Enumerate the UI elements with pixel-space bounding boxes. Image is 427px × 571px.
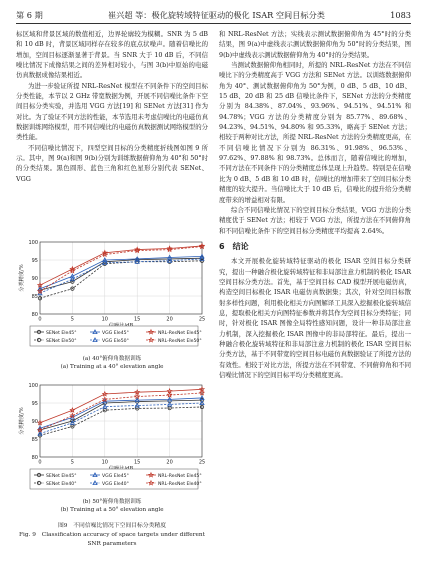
x-tick-label: 5 [70, 459, 74, 466]
series [38, 401, 204, 435]
paragraph: 标区域和背景区域的数值相近，边界轮廓较为模糊。SNR 为 5 dB 和 10 dB 时，背景区域同样存在较多的底点状噪声。随着信噪比的增加，空间目标逐渐显著于背景。当 SNR 大于 10 dB 后，不同信噪比情况下成像结果之间的差异相对较小，与图 3(b)中原始的电磁仿真数据成像结果相近。 [16, 30, 208, 80]
x-tick-label: 0 [38, 459, 42, 466]
series [38, 398, 203, 431]
subcaption-cn: (b) 50°俯仰角数据训练 [82, 499, 142, 505]
y-tick-label: 80 [31, 311, 38, 318]
x-tick-label: 5 [70, 316, 74, 323]
series [38, 257, 204, 295]
series-line [40, 403, 202, 434]
legend-label: VGG Ele50° [102, 338, 129, 344]
legend-label: SENet Ele50° [46, 338, 77, 344]
y-axis-label: 分类精度/% [19, 407, 25, 435]
chart-9b [16, 381, 208, 498]
y-tick-label: 85 [31, 293, 38, 300]
legend-label: NRL-ResNet Ele45° [158, 473, 202, 479]
paragraph: 综合不同信噪比情况下的空间目标分类结果，VGG 方法的分类精度优于 SENet 方法；相较于 VGG 方法，所提方法在不同俯仰角和不同信噪比条件下的空间目标分类精度平均提高 2.64%。 [219, 205, 411, 235]
y-tick-label: 90 [31, 418, 38, 425]
series-line [40, 259, 202, 293]
left-column [16, 29, 208, 184]
legend-label: VGG Ele45° [102, 473, 129, 479]
issue-label: 第 6 期 [16, 9, 43, 20]
x-tick-label: 25 [198, 459, 206, 466]
y-tick-label: 80 [31, 454, 38, 461]
figure-caption [16, 522, 208, 549]
figure-9a [16, 238, 208, 371]
paragraph: 不同信噪比情况下，四型空间目标的分类精度折线图如图 9 所示。其中，图 9(a)和图 9(b)分别为训练数据俯仰角为 40°和 50°时的分类结果。黑色圆形、蓝色三角和红色星形分别代表 SENet、VGG [16, 143, 208, 183]
running-title: 崔兴超 等：极化旋转域特征驱动的极化 ISAR 空间目标分类 [107, 9, 325, 20]
legend-label: SENet Ele45° [46, 330, 77, 336]
x-tick-label: 15 [134, 459, 141, 466]
figure-caption-cn: 图9 不同信噪比情况下空间目标分类精度 [57, 523, 167, 529]
section-heading: 6 结论 [219, 241, 249, 251]
x-tick-label: 20 [166, 316, 173, 323]
header-rule [16, 23, 411, 24]
x-tick-label: 20 [166, 459, 173, 466]
y-tick-label: 95 [31, 257, 38, 264]
y-tick-label: 100 [28, 382, 38, 389]
y-tick-label: 85 [31, 436, 38, 443]
figure-9b [16, 381, 208, 514]
series [38, 244, 204, 287]
series-line [40, 393, 202, 430]
subcaption-en: (b) Training at a 50° elevation angle [60, 507, 164, 513]
series [38, 391, 204, 432]
paragraph: 本文开展极化旋转域特征驱动的极化 ISAR 空间目标分类研究，提出一种融合极化旋转域特征和非局部注意力机制的极化 ISAR 空间目标分类方法。首先，基于空间目标 CAD 模型开展电磁仿真，构造空间目标极化 ISAR 电磁仿真数据集；其次，针对空间目标散射多样性问题，利用极化相关方向图解译工具深入挖掘极化旋转域信息，提取极化相关方向图特征参数并将其作为空间目标分类特征；同时，针对极化 ISAR 图像全局特性感知问题，设计一种非局部注意力机制，深入挖掘极化 ISAR 图像中的非局部特征。最后，提出一种融合极化旋转域特征和非局部注意力机制的极化 ISAR 空间目标分类方法，基于不同带宽的空间目标电磁仿真数据验证了所提方法的有效性。相较于对比方法，所提方法在不同带宽、不同俯仰角和不同信噪比情况下的空间目标平均分类精度更高。 [219, 257, 411, 379]
legend-label: VGG Ele40° [102, 481, 129, 487]
y-tick-label: 90 [31, 275, 38, 282]
legend-label: VGG Ele45° [102, 330, 129, 336]
figure-caption-en: Fig. 9 Classification accuracy of space targets under different SNR parameters [19, 532, 205, 547]
paragraph: 为进一步验证所提 NRL-ResNet 模型在不同条件下的空间目标分类性能，本节以 2 GHz 带宽数据为例，开展不同信噪比条件下空间目标分类实验，并选用 VGG 方法[19] 和 SENet 方法[31] 作为对比。为了验证不同方法的性能，本节选用未考虑信噪比的电磁仿真数据训练网络模型，用不同信噪比的电磁仿真数据测试网络模型的分类性能。 [16, 81, 208, 142]
right-column [219, 29, 411, 380]
legend-label: SENet Ele45° [46, 473, 77, 479]
legend-label: NRL-ResNet Ele40° [158, 481, 202, 487]
series [38, 244, 204, 293]
running-header [16, 8, 411, 22]
x-tick-label: 0 [38, 316, 42, 323]
x-tick-label: 10 [101, 316, 108, 323]
y-tick-label: 95 [31, 400, 38, 407]
page-number: 1083 [390, 10, 411, 20]
subcaption-en: (a) Training at a 40° elevation angle [60, 364, 164, 370]
y-axis-label: 分类精度/% [19, 264, 25, 292]
x-tick-label: 15 [134, 316, 141, 323]
series-line [40, 247, 202, 292]
y-tick-label: 100 [28, 239, 38, 246]
legend-label: NRL-ResNet Ele45° [158, 330, 202, 336]
series [38, 396, 204, 430]
x-tick-label: 25 [198, 316, 206, 323]
chart-9a [16, 238, 208, 355]
legend-label: NRL-ResNet Ele50° [158, 338, 202, 344]
paragraph: 和 NRL-ResNet 方法；实线表示测试数据俯仰角为 45°时的分类结果，图 9(a)中虚线表示测试数据俯仰角为 50°时的分类结果，图 9(b)中虚线表示测试数据俯仰角为 40°时的分类结果。 [219, 30, 411, 59]
x-tick-label: 10 [101, 459, 108, 466]
paragraph: 当测试数据俯仰角相同时，所提的 NRL-ResNet 方法在不同信噪比下的分类精度高于 VGG 方法和 SENet 方法。以训练数据俯仰角为 40°、测试数据俯仰角为 50°为例，0 dB、5 dB、10 dB、15 dB、20 dB 和 25 dB 信噪比条件下，SENet 方法的分类精度分别为 84.38%、87.04%、93.96%、94.51%、94.51% 和 94.78%；VGG 方法的分类精度分别为 85.77%、89.68%、94.23%、94.51%、94.80% 和 95.33%，略高于 SENet 方法；相较于两种对比方法，所提 NRL-ResNet 方法的分类精度更高，在不同信噪比情况下分别为 86.31%、91.98%、96.53%、97.62%、97.88% 和 98.73%。总体而言，随着信噪比的增加，不同方法在不同条件下的分类精度总体呈现上升趋势。特别是在信噪比为 0 dB、5 dB 和 10 dB 时，信噪比的增加带来了空间目标分类精度的较大提升。当信噪比大于 10 dB 后，信噪比的提升给分类精度带来的增益相对有限。 [219, 61, 411, 204]
legend-label: SENet Ele40° [46, 481, 77, 487]
subcaption-cn: (a) 40°俯仰角数据训练 [82, 356, 142, 362]
